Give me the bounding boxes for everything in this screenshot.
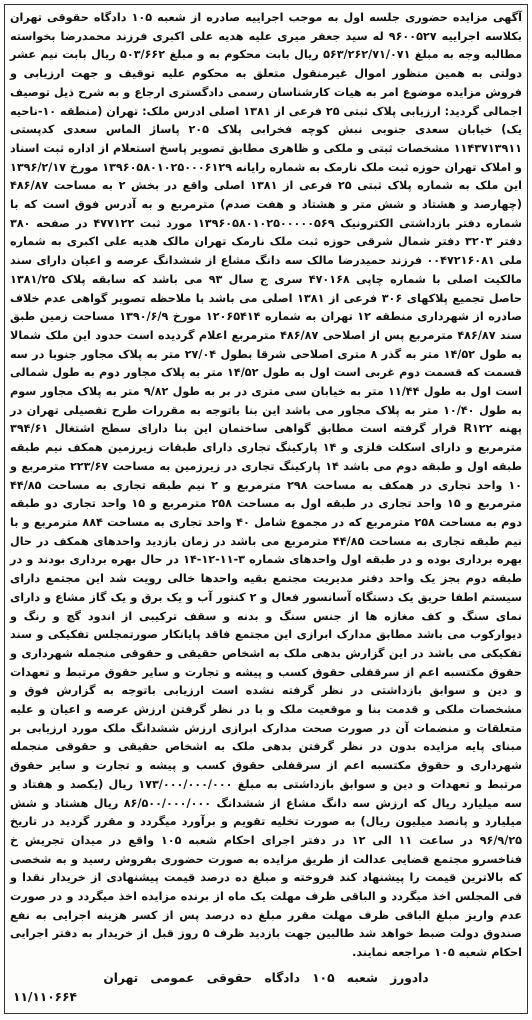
notice-body-text: آگهی مزایده حضوری جلسه اول به موجب اجراییه صادره از شعبه ۱۰۵ دادگاه حقوقی تهران بکلاسه اجراییه ۹۶۰۰۵۲۷ له سید جعفر میری علیه هدیه علی اکبری فرزند محمدرضا بخواسته مطالبه وجه به مبلغ ۵۶۳/۲۶۲/۷۱/۰۷۱ ریال بابت محکوم به و مبلغ ۵۰۳/۶۶۲ ریال بابت نیم عشر دولتی به همین منظور اموال غیرمنقول متعلق به محکوم علیه توقیف و جهت ارزیابی و فروش مزایده موضوع امر به هیات کارشناسان رسمی دادگستری ارجاع و به شرح ذیل توصیف اجمالی گردید: ارزیابی پلاک ثبتی ۲۵ فرعی از ۱۳۸۱ اصلی ادرس ملک: تهران (منطقه ۱۰-ناحیه یک) خیابان سعدی جنوبی نبش کوچه فخرابی پلاک ۲۰۵ پاساژ الماس سعدی کدپستی ۱۱۴۳۷۱۳۹۱۱ مشخصات ثبتی و ملکی و ظاهری مطابق تصویر پاسخ استعلام از اداره ثبت اسناد و املاک تهران حوزه ثبت ملک نارمک به شماره رایانه ۱۳۹۶۰۵۸۰۱۰۲۵۰۰۰۶۱۲۹ مورخ ۱۳۹۶/۲/۱۷ این ملک به شماره پلاک ثبتی ۲۵ فرعی از ۱۳۸۱ اصلی واقع در بخش ۲ به مساحت ۴۸۶/۸۷ (چهارصد و هشتاد و شش متر و هشتاد و هفت صدم) مترمربع و به آدرس فوق است که با شماره دفتر بازداشتی الکترونیک ۱۳۹۶۰۵۸۰۱۰۲۵۰۰۰۰۰۵۶۹ مورد ثبت ۴۷۷۱۲۲ در صفحه ۳۸۰ دفتر ۳۲۰۳ دفتر شمال شرقی حوزه ثبت ملک نارمک تهران مالک هدیه علی اکبری به شماره ملی ۰۰۴۷۲۱۶۰۸۱ فرزند حمیدرضا مالک سه دانگ مشاع از ششدانگ عرصه و اعیان دارای سند مالکیت اصلی با شماره چاپی ۴۷۰۱۶۸ سری ج سال ۹۳ می باشد که سابقه پلاک ۱۳۸۱/۲۵ حاصل تجمیع پلاکهای ۳۰۶ فرعی از ۱۳۸۱ اصلی می باشد با ملاحظه تصویر گواهی عدم خلاف صادره از شهرداری منطقه ۱۲ تهران به شماره ۱۲۰۶۵۴۱۴ مورخ ۱۳۹۰/۶/۹ مساحت زمین طبق سند ۴۸۶/۸۷ مترمربع پس از اصلاحی ۴۸۶/۸۷ مترمربع اعلام گردیده است حدود این ملک شمالا به طول ۱۴/۵۲ متر به گذر ۸ متری اصلاحی شرقا بطول ۲۷/۰۴ متر به پلاک مجاور جنوبا در سه قسمت که قسمت دوم غربی است اول به طول ۱۴/۵۲ متر به پلاک مجاور دوم به طول شمالی است اول به طول ۱۱/۴۴ متر به خیابان سی متری در بر به طول ۹/۸۲ متر به پلاک مجاور سوم به طول ۱۰/۴۰ متر به پلاک مجاور می باشد این بنا باتوجه به مقررات طرح تفصیلی تهران در پهنه R۱۲۲ قرار گرفته است مطابق گواهی ساختمان این بنا دارای سطح اشتغال ۳۹۴/۶۱ مترمربع و دارای اسکلت فلزی و ۱۴ پارکینگ تجاری دارای طبقات زیرزمین همکف نیم طبقه طبقه اول و طبقه دوم می باشد ۱۴ پارکینگ تجاری در زیرزمین به مساحت ۲۲۳/۶۷ مترمربع و ۱۰ واحد تجاری در همکف به مساحت ۲۹۸ مترمربع و ۲ نیم طبقه تجاری به مساحت ۴۴/۸۵ مترمربع و ۱۵ واحد تجاری در طبقه اول به مساحت ۲۵۸ مترمربع و ۱۵ واحد تجاری دو طبقه دوم به مساحت ۲۵۸ مترمربع که در مجموع شامل ۴۰ واحد تجاری به مساحت ۸۸۴ مترمربع و با نیم طبقه تجاری به مساحت ۴۴/۸۵ مترمربع می باشد در زمان بازدید واحدهای همکف در حال بهره برداری بوده و در طبقه اول واحدهای شماره ۳-۱۱-۱۲-۱۴ در حال بهره برداری بودند و در طبقه دوم بجز یک واحد دفتر مدیریت مجتمع بقیه واحدها خالی رویت شد این مجتمع دارای سیستم اطفا حریق یک دستگاه آسانسور فعال و ۲ کنتور آب و یک برق و یک گاز مشاع و دارای نمای سنگ و کف مغازه ها از جنس سنگ و بدنه و سقف ترکیبی از اندود گچ و رنگ و دیوارکوب می باشد مطابق مدارک ابرازی این مجتمع فاقد پایانکار صورتمجلس تفکیکی و سند تفکیکی می باشد در این گزارش بدهی ملک به اشخاص حقیقی و حقوقی منجمله شهرداری و حقوق مکتسبه اعم از سرقفلی حقوق کسب و پیشه و تجارت و سایر حقوق مرتبط و تعهدات و دین و سوابق بازداشتی در نظر گرفته نشده است ارزیابی باتوجه به گزارش فوق و مشخصات ملکی و قدمت بنا و موقعیت ملک و با در نظر گرفتن ارزش عرصه و اعیان و علیه متعلقات و منضمات آن در صورت صحت مدارک ابرازی ارزش ششدانگ ملک مورد ارزیابی بر مبنای پایه مزایده بدون در نظر گرفتن بدهی ملک به اشخاص حقیقی و حقوقی منجمله شهرداری و حقوق مکتسبه اعم از سرقفلی حقوق کسب و پیشه و تجارت و سایر حقوق مرتبط و تعهدات و دین و سوابق بازداشتی به مبلغ ۱۷۳/۰۰۰/۰۰۰/۰۰۰ ریال (یکصد و هفتاد و سه میلیارد ریال که ارزش سه دانگ مشاع از ششدانگ ۸۶/۵۰۰/۰۰۰/۰۰۰ ریال هشتاد و شش میلیارد و پانصد میلیون ریال) به صورت تخلیه تقویم و برآورد میگردد و مقرر گردید در تاریخ ۹۶/۹/۲۵ در ساعت ۱۱ الی ۱۲ در دفتر اجرای احکام شعبه ۱۰۵ واقع در میدان تجریش خ فناخسرو مجتمع قضایی عدالت از طریق مزایده به صورت حضوری بفروش رسید و به شخصی که بالاترین قیمت را پیشنهاد کند فروخته و مبلغ ده درصد قیمت پیشنهادی از خریدار نقدا و فی المجلس اخذ میگردد و الباقی ظرف مهلت یک ماه از برنده مزایده اخذ میگردد و در صورت عدم واریز مبلغ الباقی ظرف مهلت مقرر مبلغ ده درصد پس از کسر هزینه اجرایی به نفع صندوق دولت ضبط خواهد شد طالبین جهت بازدید ظرف ۵ روز قبل از خریدار به دفتر اجرایی احکام شعبه ۱۰۵ مراجعه نمایند. [10,11,523,960]
notice-footer [13,969,519,1007]
court-signature: دادورز شعبه ۱۰۵ دادگاه حقوقی عمومی تهران [103,971,429,985]
court-auction-notice [4,4,528,1014]
notice-code: ۱۱/۱۱۰۶۶۴ [13,990,77,1004]
